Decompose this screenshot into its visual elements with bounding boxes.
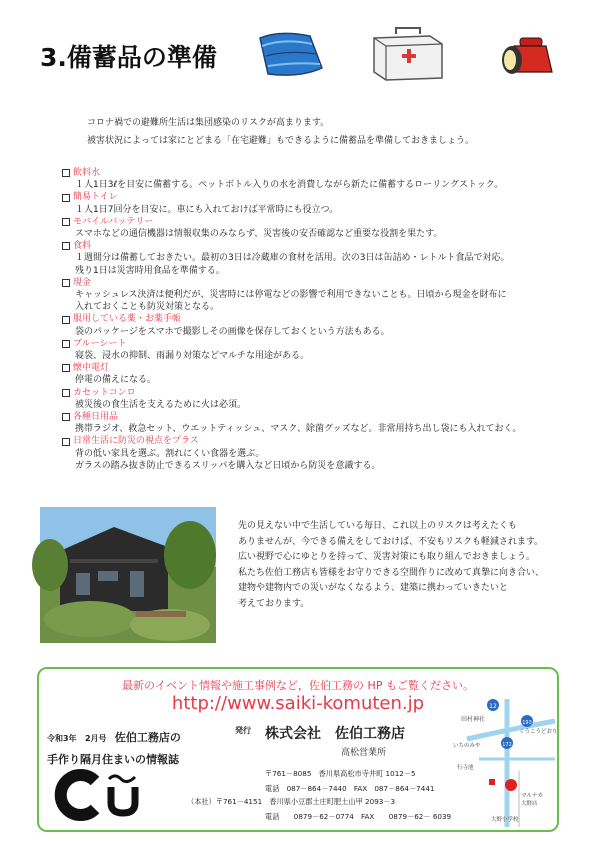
closing-line: 建物や建物内での災いがなくなるよう、建築に携わっていきたいと [238, 583, 508, 594]
list-item [62, 338, 542, 362]
website-link[interactable]: http://www.saiki-komuten.jp [171, 693, 425, 714]
item-body: 被災後の食生活を支えるために火は必須。 [75, 399, 247, 410]
branch-name: 高松営業所 [341, 748, 387, 758]
item-body: キャッシュレス決済は便利だが、災害時には停電などの影響で利用できないことも。日頃から現金を財布に 入れておくことも防災対策となる。 [75, 290, 507, 313]
item-title: 現金 [73, 277, 92, 288]
checkbox[interactable] [62, 389, 70, 397]
map-label-kuko: くうこうどおり [519, 729, 558, 735]
closing-line: ありませんが、今できる備えをしておけば、不安もリスクも軽減されます。 [238, 536, 544, 547]
list-item [62, 167, 542, 191]
issue-info [47, 729, 181, 745]
item-title: 簡易トイレ [73, 192, 118, 203]
list-item [62, 387, 542, 411]
issue-year: 令和3年 [47, 734, 77, 743]
item-title: 日常生活に防災の視点をプラス [73, 436, 199, 447]
item-title: 各種日用品 [73, 412, 119, 423]
head-office-address: （本社）〒761－4151 香川県小豆郡土庄町肥土山甲 2093－3 [187, 797, 396, 806]
supply-checklist [62, 167, 542, 472]
branch-phone: 電話 087－864－7440 FAX 087－864－7441 [265, 784, 435, 793]
page-title: 3.備蓄品の準備 [40, 43, 217, 72]
blue-tarp-icon [250, 28, 328, 82]
list-item [62, 411, 542, 435]
item-title: ブルーシート [73, 338, 127, 349]
office-location-marker [505, 779, 517, 791]
checkbox[interactable] [62, 242, 70, 250]
list-item [62, 277, 542, 314]
map-label-tamura: 田村神社 [461, 716, 486, 723]
checkbox[interactable] [62, 413, 70, 421]
item-title: 服用している薬・お薬手帳 [73, 314, 182, 325]
closing-line: 先の見えない中で生活している毎日、これ以上のリスクは考えたくも [238, 521, 517, 531]
intro-line-1: コロナ禍での避難所生活は集団感染のリスクが高まります。 [87, 118, 330, 128]
list-item [62, 191, 542, 215]
company-name: 株式会社 佐伯工務店 [265, 726, 405, 742]
item-body: 寝袋、浸水の抑制、雨漏り対策などマルチな用途がある。 [75, 351, 310, 362]
promo-text: 最新のイベント情報や施工事例など，佐伯工務の HP もご覧ください。 [122, 679, 474, 692]
item-title: 食料 [73, 241, 92, 252]
item-body: １人1日3ℓを目安に備蓄する。ペットボトル入りの水を消費しながら新たに備蓄するローリングストック。 [75, 180, 504, 191]
list-item [62, 435, 542, 472]
map-label-ichinomiya: いちのみや [453, 743, 481, 749]
house-photo [40, 507, 216, 643]
item-title: 飲料水 [73, 168, 101, 178]
magazine-logo [51, 769, 171, 821]
checkbox[interactable] [62, 218, 70, 226]
issuer-label: 発行 [235, 726, 251, 735]
map-label-ono-school: 大野小学校 [491, 817, 519, 823]
item-body: 携帯ラジオ、救急セット、ウエットティッシュ、マスク、除菌グッズなど。非常用持ち出し袋にも入れておく。 [75, 424, 522, 435]
item-title: 懐中電灯 [73, 363, 110, 374]
item-body: １人1日7回分を目安に。車にも入れておけば平常時にも役立つ。 [75, 204, 339, 215]
route-number: 12 [489, 703, 497, 710]
item-body: １週間分は備蓄しておきたい。最初の3日は冷蔵庫の食材を活用。次の3日は缶詰め・レトルト食品で対応。 残り1日は災害時用食品を準備する。 [75, 253, 510, 276]
branch-address: 〒761－8085 香川県高松市寺井町 1012－5 [265, 769, 416, 778]
issue-title: 佐伯工務店の [114, 731, 181, 744]
issue-month: 2月号 [84, 734, 107, 743]
intro-line-2: 被害状況によっては家にとどまる「在宅避難」もできるように備蓄品を準備しておきましょう。 [87, 136, 475, 146]
magazine-title: 手作り隔月住まいの情報誌 [47, 753, 179, 766]
map-label-marunaka: マルナカ [521, 793, 543, 799]
checkbox[interactable] [62, 279, 70, 287]
list-item [62, 362, 542, 386]
item-title: カセットコンロ [73, 387, 136, 398]
item-body: スマホなどの通信機器は情報収集のみならず、災害後の安否確認など重要な役割を果たす。 [75, 229, 443, 240]
head-office-phone: 電話 0879－62－0774 FAX 0879－62－ 6039 [265, 812, 452, 821]
route-number: 193 [522, 720, 532, 726]
list-item [62, 240, 542, 277]
item-title: モバイルバッテリー [73, 216, 154, 227]
checkbox[interactable] [62, 169, 70, 177]
closing-line: 私たち佐伯工務店も皆様をお守りできる空間作りに改めて真摯に向き合い、 [238, 567, 545, 578]
first-aid-kit-icon [368, 24, 448, 84]
closing-message [238, 519, 568, 613]
checkbox[interactable] [62, 316, 70, 324]
footer-box [37, 667, 559, 832]
list-item [62, 216, 542, 240]
flashlight-icon [490, 28, 562, 84]
map-label-ono-store: 大野店 [521, 801, 538, 807]
poi-marker [489, 779, 495, 785]
checkbox[interactable] [62, 364, 70, 372]
list-item [62, 313, 542, 337]
checkbox[interactable] [62, 340, 70, 348]
item-body: 袋のパッケージをスマホで撮影しその画像を保存しておくという方法もある。 [75, 326, 390, 337]
route-number: 172 [502, 742, 512, 748]
map-label-gyojiike: 行寺池 [457, 765, 474, 771]
item-body: 停電の備えになる。 [75, 375, 157, 386]
closing-line: 考えております。 [238, 598, 310, 609]
location-map [453, 699, 558, 827]
checkbox[interactable] [62, 194, 70, 202]
checkbox[interactable] [62, 438, 70, 446]
closing-line: 広い視野で心にゆとりを持って、災害対策にも取り組んでおきましょう。 [238, 552, 535, 563]
item-body: 背の低い家具を選ぶ。割れにくい食器を選ぶ。 ガラスの踏み抜き防止できるスリッパを購入など日頃から防災を意識する。 [75, 448, 381, 471]
